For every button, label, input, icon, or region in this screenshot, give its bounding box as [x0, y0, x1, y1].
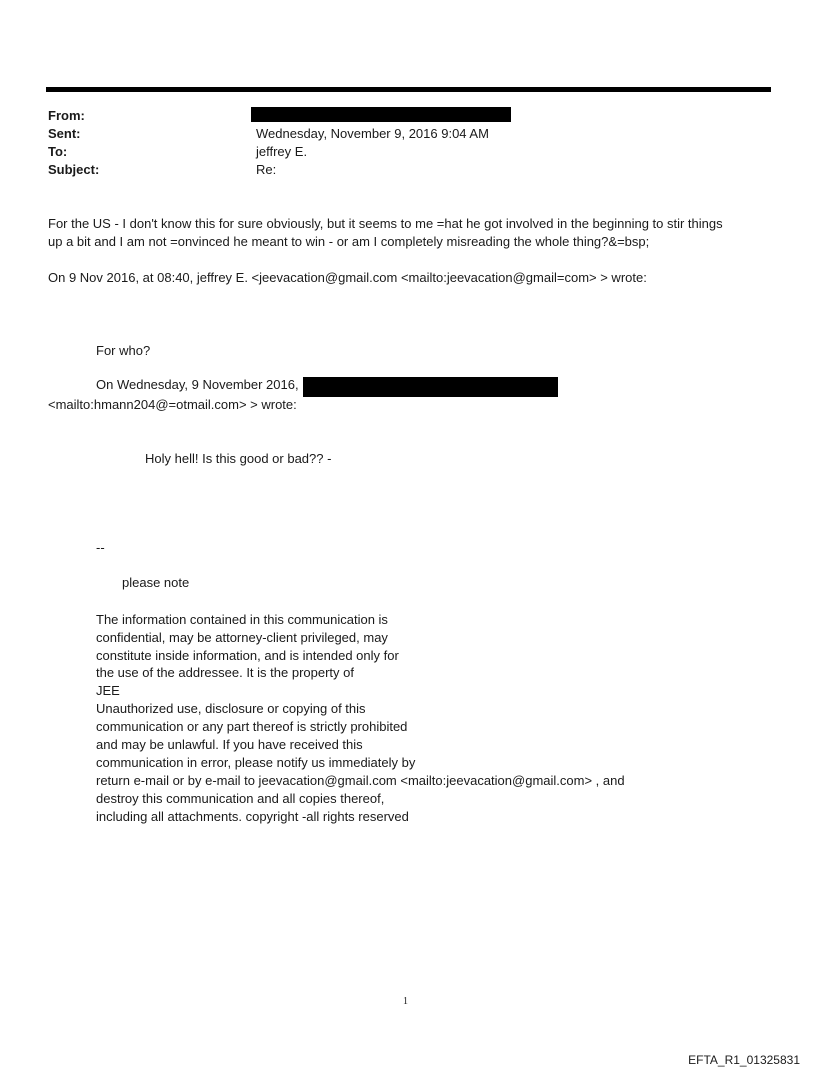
subject-label: Subject: [48, 162, 100, 177]
disclaimer-line: confidential, may be attorney-client privileged, may [96, 630, 388, 645]
for-who-text: For who? [96, 343, 151, 358]
disclaimer-line: communication or any part thereof is strictly prohibited [96, 719, 408, 734]
document-id: EFTA_R1_01325831 [688, 1053, 800, 1067]
sent-label: Sent: [48, 126, 81, 141]
to-label: To: [48, 144, 68, 159]
body-paragraph-line-2: up a bit and I am not =onvinced he meant to win - or am I completely misreading the whole thing?&=bsp; [48, 234, 650, 249]
sender-redaction [303, 377, 558, 397]
disclaimer-line: Unauthorized use, disclosure or copying of this [96, 701, 366, 716]
from-label: From: [48, 108, 85, 123]
disclaimer-line: JEE [96, 683, 120, 698]
disclaimer-line: the use of the addressee. It is the property of [96, 665, 354, 680]
body-paragraph-line-1: For the US - I don't know this for sure obviously, but it seems to me =hat he got involved in the beginning to stir things [48, 216, 723, 231]
disclaimer-line: and may be unlawful. If you have received this [96, 737, 363, 752]
page-number: 1 [403, 996, 408, 1007]
disclaimer-line: destroy this communication and all copies thereof, [96, 791, 385, 806]
subject-value: Re: [256, 162, 277, 177]
disclaimer-line: constitute inside information, and is intended only for [96, 648, 399, 663]
to-value: jeffrey E. [256, 144, 308, 159]
signature-separator: -- [96, 540, 105, 555]
disclaimer-line: return e-mail or by e-mail to jeevacation@gmail.com <mailto:jeevacation@gmail.com> , and [96, 773, 625, 788]
quoted-message-text: Holy hell! Is this good or bad?? - [145, 451, 332, 466]
quote-header: On 9 Nov 2016, at 08:40, jeffrey E. <jeevacation@gmail.com <mailto:jeevacation@gmail=com> > wrote: [48, 270, 647, 285]
from-redaction [251, 107, 511, 122]
header-rule [46, 87, 771, 92]
inner-quote-mailto: <mailto:hmann204@=otmail.com> > wrote: [48, 397, 297, 412]
disclaimer-line: communication in error, please notify us immediately by [96, 755, 416, 770]
disclaimer-line: including all attachments. copyright -all rights reserved [96, 809, 409, 824]
sent-value: Wednesday, November 9, 2016 9:04 AM [256, 126, 489, 141]
inner-quote-header: On Wednesday, 9 November 2016, [96, 377, 299, 392]
disclaimer-line: The information contained in this communication is [96, 612, 388, 627]
please-note-text: please note [122, 575, 190, 590]
